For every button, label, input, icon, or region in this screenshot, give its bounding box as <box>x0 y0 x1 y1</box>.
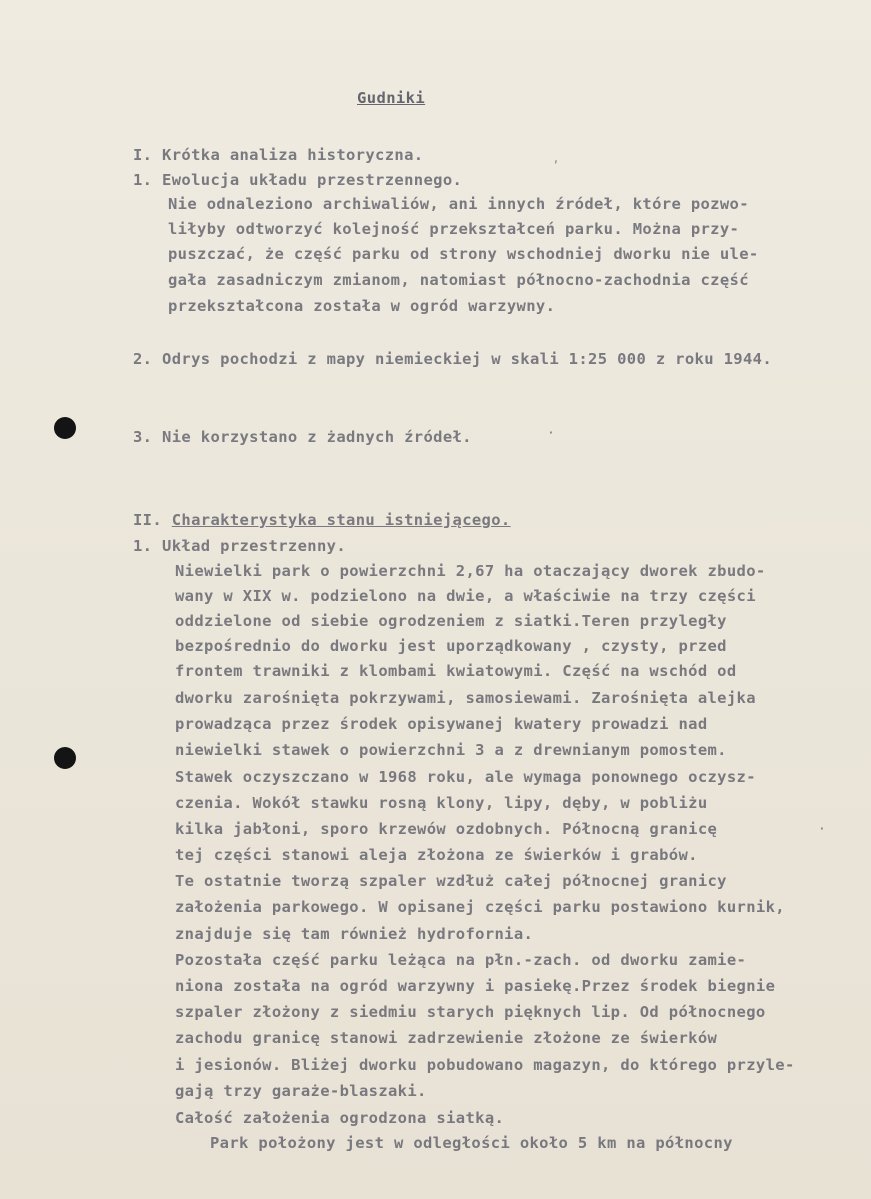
section2-heading-text: Charakterystyka stanu istniejącego. <box>171 511 511 529</box>
paragraph-line: bezpośrednio do dworku jest uporządkowany , czysty, przed <box>175 637 727 655</box>
paragraph-line: gają trzy garaże-blaszaki. <box>175 1082 427 1100</box>
page-title: Gudniki <box>357 89 426 107</box>
paragraph-line: oddzielone od siebie ogrodzeniem z siatki.Teren przyległy <box>175 612 727 630</box>
paragraph-line: przekształcona została w ogród warzywny. <box>168 297 556 315</box>
paragraph-line: frontem trawniki z klombami kwiatowymi. Część na wschód od <box>175 662 737 680</box>
stray-mark: · <box>818 822 826 837</box>
paragraph-line: Niewielki park o powierzchni 2,67 ha otaczający dworek zbudo- <box>175 562 766 580</box>
paragraph-line: kilka jabłoni, sporo krzewów ozdobnych. Północną granicę <box>175 820 718 838</box>
section2-item1-heading: 1. Układ przestrzenny. <box>133 537 346 555</box>
paragraph-line: Pozostała część parku leżąca na płn.-zach. od dworku zamie- <box>175 951 747 969</box>
paragraph-line: Te ostatnie tworzą szpaler wzdłuż całej północnej granicy <box>175 872 727 890</box>
paragraph-line: Park położony jest w odległości około 5 km na północny <box>210 1134 733 1152</box>
paragraph-line: niewielki stawek o powierzchni 3 a z drewnianym pomostem. <box>175 741 727 759</box>
paragraph-line: wany w XIX w. podzielono na dwie, a właściwie na trzy części <box>175 587 756 605</box>
paragraph-line: puszczać, że część parku od strony wschodniej dworku nie ule- <box>168 245 759 263</box>
section1-item3: 3. Nie korzystano z żadnych źródeł. <box>133 428 472 446</box>
section2-heading <box>133 510 511 530</box>
paragraph-line: Całość założenia ogrodzona siatką. <box>175 1109 505 1127</box>
paragraph-line: założenia parkowego. W opisanej części parku postawiono kurnik, <box>175 898 785 916</box>
paragraph-line: niona została na ogród warzywny i pasiekę.Przez środek biegnie <box>175 977 776 995</box>
paragraph-line: znajduje się tam również hydrofornia. <box>175 925 534 943</box>
paragraph-line: dworku zarośnięta pokrzywami, samosiewami. Zarośnięta alejka <box>175 689 756 707</box>
section1-item1-heading: 1. Ewolucja układu przestrzennego. <box>133 171 463 189</box>
paragraph-line: czenia. Wokół stawku rosną klony, lipy, dęby, w pobliżu <box>175 794 708 812</box>
paragraph-line: szpaler złożony z siedmiu starych pięknych lip. Od północnego <box>175 1003 766 1021</box>
paragraph-line: liłyby odtworzyć kolejność przekształceń parku. Można przy- <box>168 220 740 238</box>
paragraph-line: i jesionów. Bliżej dworku pobudowano magazyn, do którego przyle- <box>175 1056 795 1074</box>
punch-hole-top <box>54 417 76 439</box>
section2-heading-number: II. <box>133 511 163 529</box>
paragraph-line: zachodu granicę stanowi zadrzewienie złożone ze świerków <box>175 1029 718 1047</box>
punch-hole-bottom <box>54 747 76 769</box>
paragraph-line: prowadząca przez środek opisywanej kwatery prowadzi nad <box>175 715 708 733</box>
section1-heading: I. Krótka analiza historyczna. <box>133 146 424 164</box>
stray-mark: ʹ <box>552 160 560 175</box>
paragraph-line: Nie odnaleziono archiwaliów, ani innych źródeł, które pozwo- <box>168 195 749 213</box>
stray-mark: · <box>547 426 555 441</box>
paragraph-line: tej części stanowi aleja złożona ze świerków i grabów. <box>175 846 698 864</box>
paragraph-line: gała zasadniczym zmianom, natomiast północno-zachodnia część <box>168 271 749 289</box>
paragraph-line: Stawek oczyszczano w 1968 roku, ale wymaga ponownego oczysz- <box>175 768 756 786</box>
section1-item2: 2. Odrys pochodzi z mapy niemieckiej w skali 1:25 000 z roku 1944. <box>133 350 772 368</box>
